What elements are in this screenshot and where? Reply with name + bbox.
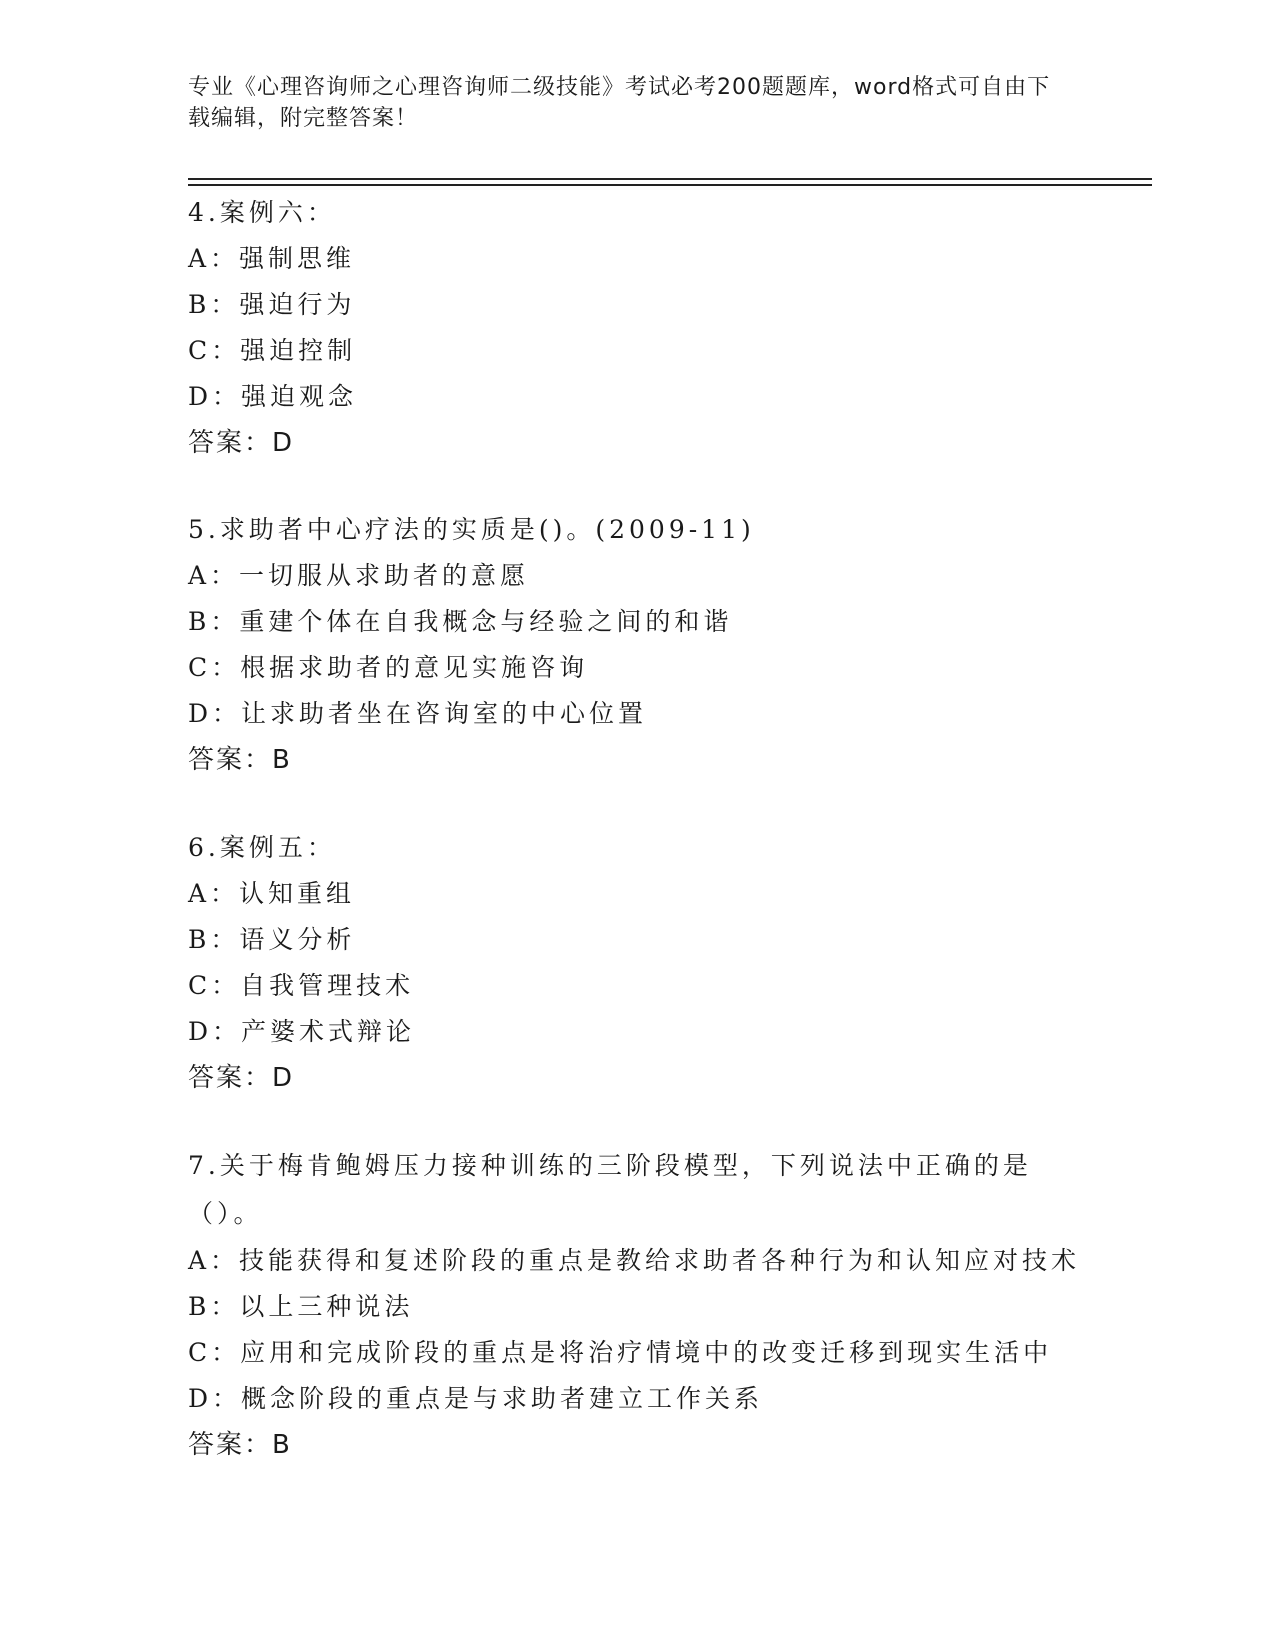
question-5 [188, 507, 1088, 783]
header-intro-text: 专业《心理咨询师之心理咨询师二级技能》考试必考200题题库，word格式可自由下载编辑，附完整答案！ [188, 75, 1051, 131]
option-c: C：根据求助者的意见实施咨询 [188, 653, 589, 682]
option-d: D：让求助者坐在咨询室的中心位置 [188, 699, 648, 728]
option-b: B：重建个体在自我概念与经验之间的和谐 [188, 607, 733, 636]
option-b: B：强迫行为 [188, 290, 356, 319]
question-text: 6.案例五： [188, 833, 336, 862]
option-a: A：一切服从求助者的意愿 [188, 561, 530, 590]
option-c: C：强迫控制 [188, 336, 357, 365]
option-a: A：强制思维 [188, 244, 356, 273]
answer: 答案：B [188, 1430, 292, 1460]
option-d: D：强迫观念 [188, 382, 358, 411]
question-text: 4.案例六： [188, 198, 336, 227]
question-4 [188, 190, 1088, 466]
option-d: D：概念阶段的重点是与求助者建立工作关系 [188, 1384, 764, 1413]
header-divider-top [188, 178, 1152, 180]
option-a: A：认知重组 [188, 879, 356, 908]
header-divider-bottom [188, 184, 1152, 186]
option-b: B：语义分析 [188, 925, 356, 954]
answer: 答案：B [188, 745, 292, 775]
option-c: C：应用和完成阶段的重点是将治疗情境中的改变迁移到现实生活中 [188, 1338, 1053, 1367]
question-text: 5.求助者中心疗法的实质是()。(2009-11) [188, 515, 755, 544]
option-c: C：自我管理技术 [188, 971, 415, 1000]
document-header [188, 72, 1068, 134]
question-6 [188, 825, 1088, 1101]
answer: 答案：D [188, 428, 295, 458]
question-text: 7.关于梅肯鲍姆压力接种训练的三阶段模型，下列说法中正确的是（）。 [188, 1151, 1032, 1228]
answer: 答案：D [188, 1063, 295, 1093]
option-b: B：以上三种说法 [188, 1292, 414, 1321]
option-a: A：技能获得和复述阶段的重点是教给求助者各种行为和认知应对技术 [188, 1246, 1081, 1275]
option-d: D：产婆术式辩论 [188, 1017, 416, 1046]
question-7 [188, 1142, 1088, 1468]
